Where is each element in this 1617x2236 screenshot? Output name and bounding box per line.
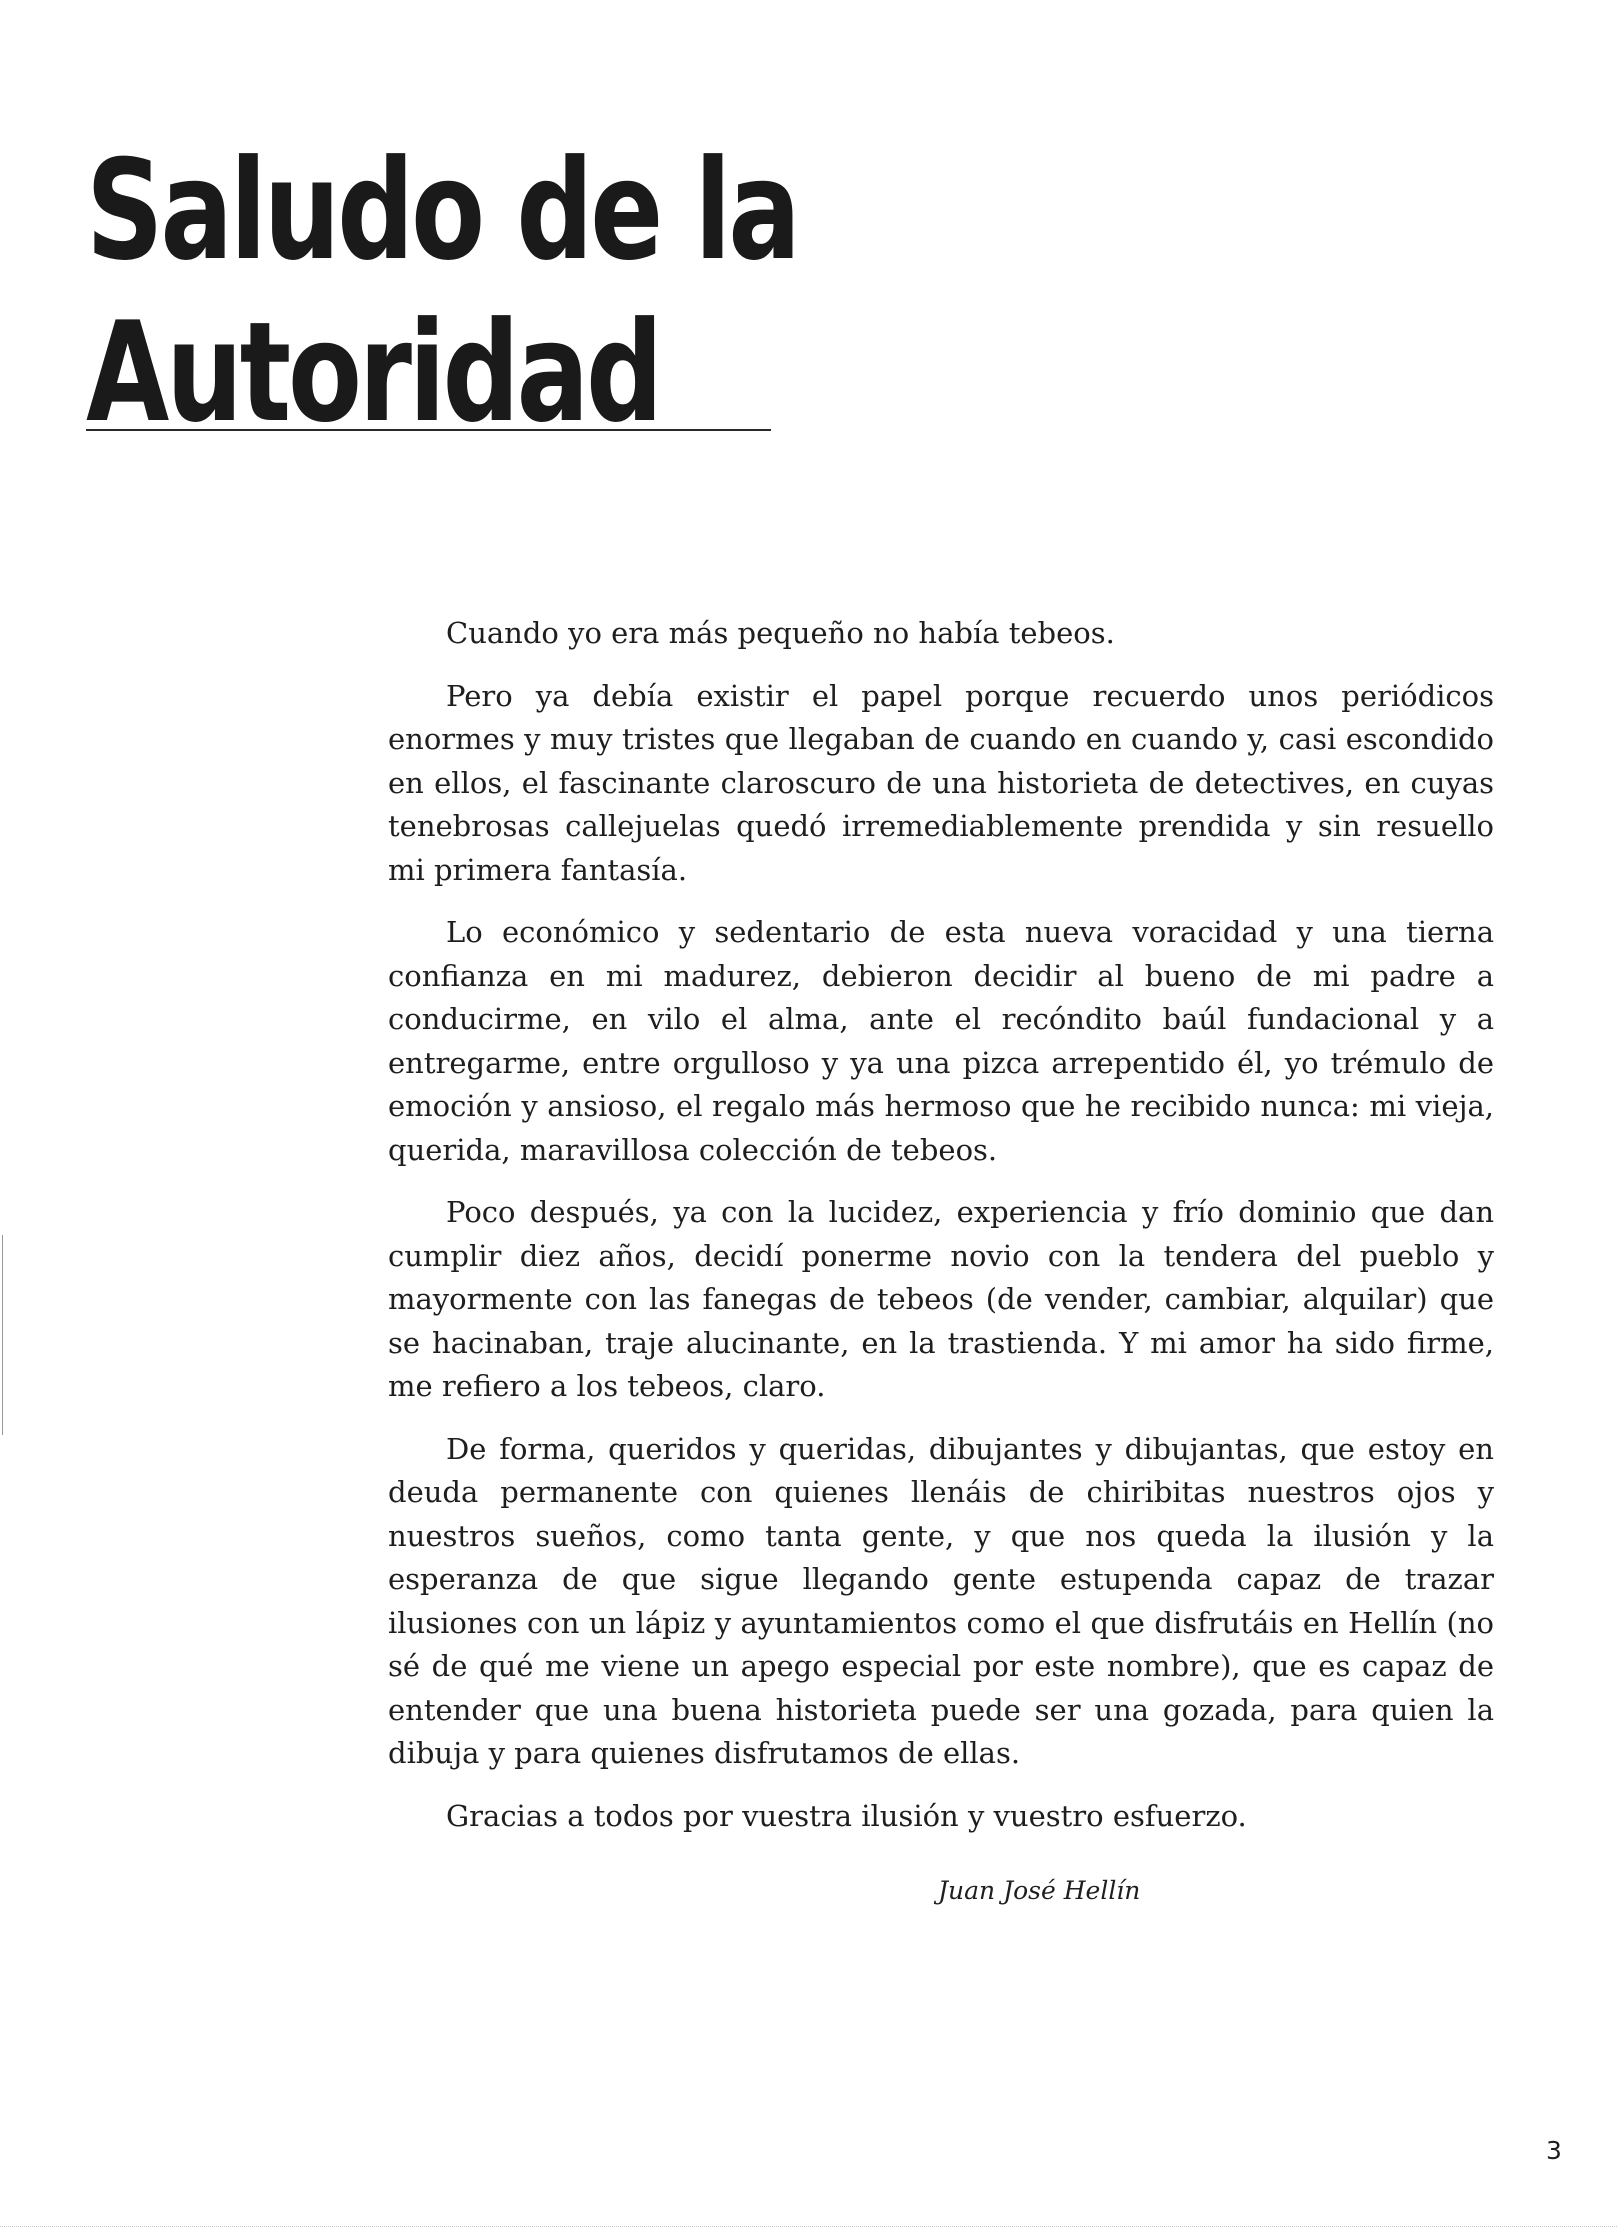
page-number: 3 — [1546, 2136, 1562, 2165]
paragraph-6: Gracias a todos por vuestra ilusión y vuestro esfuerzo. — [446, 1798, 1247, 1833]
scan-bottom-edge — [0, 2226, 1617, 2227]
paragraph-3: Lo económico y sedentario de esta nueva voracidad y una tierna confianza en mi madurez, debieron decidir al bueno de mi padre a conducirme, en vilo el alma, ante el recóndito baúl fundacional y a entregarme, entre orgulloso y ya una pizca arrepentido él, yo trémulo de emoción y ansioso, el regalo más hermoso que he recibido nunca: mi vieja, querida, maravillosa colección de tebeos. — [388, 915, 1494, 1167]
letter-body — [388, 612, 1494, 1857]
paragraph-2: Pero ya debía existir el papel porque recuerdo unos periódicos enormes y muy tristes que llegaban de cuando en cuando y, casi escondido en ellos, el fascinante claroscuro de una historieta de detectives, en cuyas tenebrosas callejuelas quedó irremediablemente prendida y sin resuello mi primera fantasía. — [388, 678, 1494, 887]
scan-edge-mark — [2, 1235, 3, 1435]
title-underline-divider — [86, 429, 771, 431]
page-title-line-1: Saludo de la — [86, 130, 798, 291]
paragraph-4: Poco después, ya con la lucidez, experiencia y frío dominio que dan cumplir diez años, decidí ponerme novio con la tendera del pueblo y mayormente con las fanegas de tebeos (de vender, cambiar, alquilar) que se hacinaban, traje alucinante, en la trastienda. Y mi amor ha sido firme, me refiero a los tebeos, claro. — [388, 1195, 1494, 1403]
page-title — [86, 130, 798, 454]
page-title-line-2: Autoridad — [86, 292, 660, 453]
paragraph-1: Cuando yo era más pequeño no había tebeos. — [446, 616, 1115, 650]
paragraph-5: De forma, queridos y queridas, dibujantes y dibujantas, que estoy en deuda permanente con quienes llenáis de chiribitas nuestros ojos y nuestros sueños, como tanta gente, y que nos queda la ilusión y la esperanza de que sigue llegando gente estupenda capaz de trazar ilusiones con un lápiz y ayuntamientos como el que disfrutáis en Hellín (no sé de qué me viene un apego especial por este nombre), que es capaz de entender que una buena historieta puede ser una gozada, para quien la dibuja y para quienes disfrutamos de ellas. — [388, 1431, 1494, 1770]
signature: Juan José Hellín — [938, 1876, 1141, 1905]
